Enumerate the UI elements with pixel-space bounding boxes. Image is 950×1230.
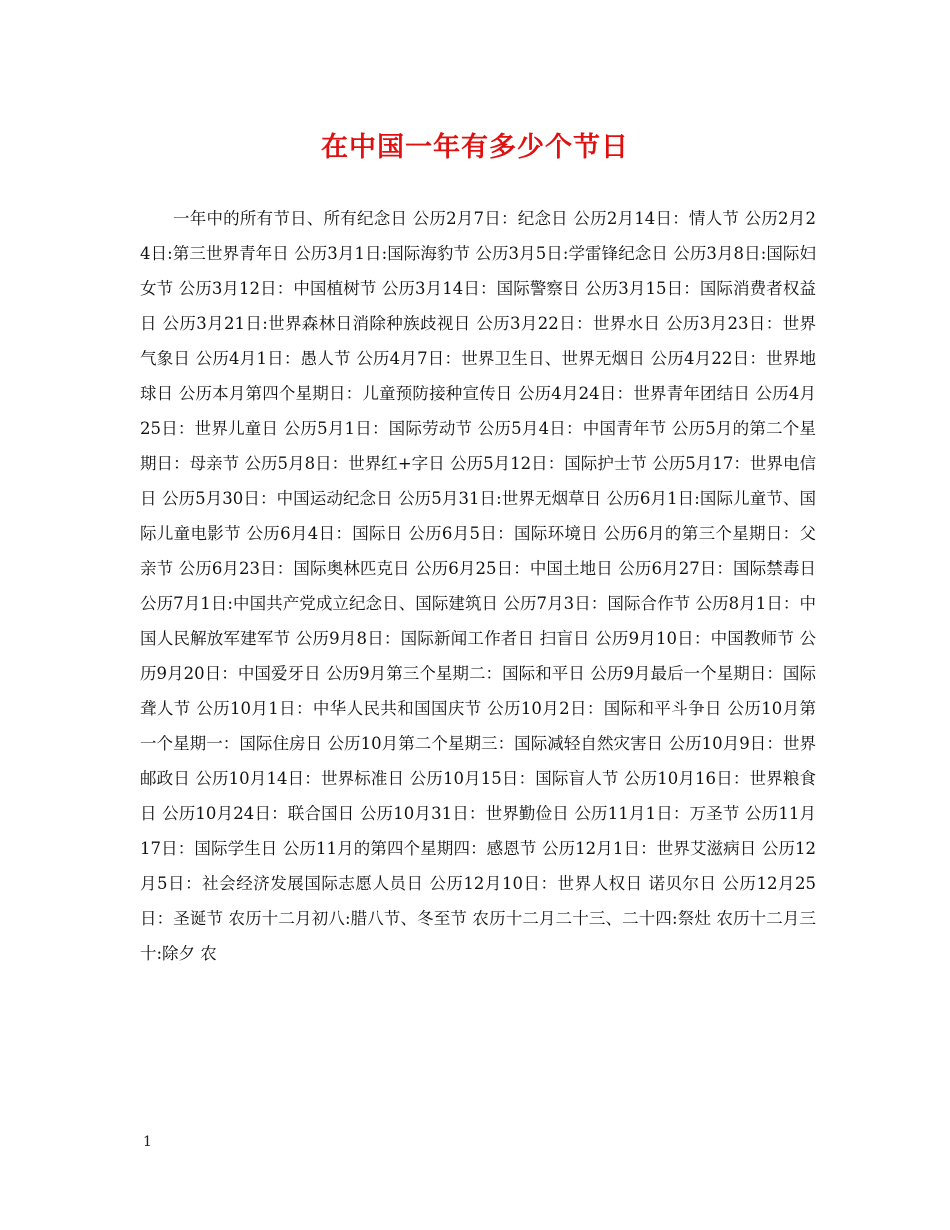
page-title: 在中国一年有多少个节日	[321, 132, 629, 163]
page-number: 1	[143, 1134, 152, 1150]
body-paragraph: 一年中的所有节日、所有纪念日 公历2月7日：纪念日 公历2月14日：情人节 公历2月24日:第三世界青年日 公历3月1日:国际海豹节 公历3月5日:学雷锋纪念日 公历3月8日:国际妇女节 公历3月12日：中国植树节 公历3月14日：国际警察日 公历3月15日：国际消费者权益日 公历3月21日:世界森林日消除种族歧视日 公历3月22日：世界水日 公历3月23日：世界气象日 公历4月1日：愚人节 公历4月7日：世界卫生日、世界无烟日 公历4月22日：世界地球日 公历本月第四个星期日：儿童预防接种宣传日 公历4月24日：世界青年团结日 公历4月25日：世界儿童日 公历5月1日：国际劳动节 公历5月4日：中国青年节 公历5月的第二个星期日：母亲节 公历5月8日：世界红+字日 公历5月12日：国际护士节 公历5月17：世界电信日 公历5月30日：中国运动纪念日 公历5月31日:世界无烟草日 公历6月1日:国际儿童节、国际儿童电影节 公历6月4日：国际日 公历6月5日：国际环境日 公历6月的第三个星期日：父亲节 公历6月23日：国际奥林匹克日 公历6月25日：中国土地日 公历6月27日：国际禁毒日 公历7月1日:中国共产党成立纪念日、国际建筑日 公历7月3日：国际合作节 公历8月1日：中国人民解放军建军节 公历9月8日：国际新闻工作者日 扫盲日 公历9月10日：中国教师节 公历9月20日：中国爱牙日 公历9月第三个星期二：国际和平日 公历9月最后一个星期日：国际聋人节 公历10月1日：中华人民共和国国庆节 公历10月2日：国际和平斗争日 公历10月第一个星期一：国际住房日 公历10月第二个星期三：国际减轻自然灾害日 公历10月9日：世界邮政日 公历10月14日：世界标准日 公历10月15日：国际盲人节 公历10月16日：世界粮食日 公历10月24日：联合国日 公历10月31日：世界勤俭日 公历11月1日：万圣节 公历11月17日：国际学生日 公历11月的第四个星期四：感恩节 公历12月1日：世界艾滋病日 公历12月5日：社会经济发展国际志愿人员日 公历12月10日：世界人权日 诺贝尔日 公历12月25日：圣诞节 农历十二月初八:腊八节、冬至节 农历十二月二十三、二十四:祭灶 农历十二月三十:除夕 农	[140, 209, 816, 963]
